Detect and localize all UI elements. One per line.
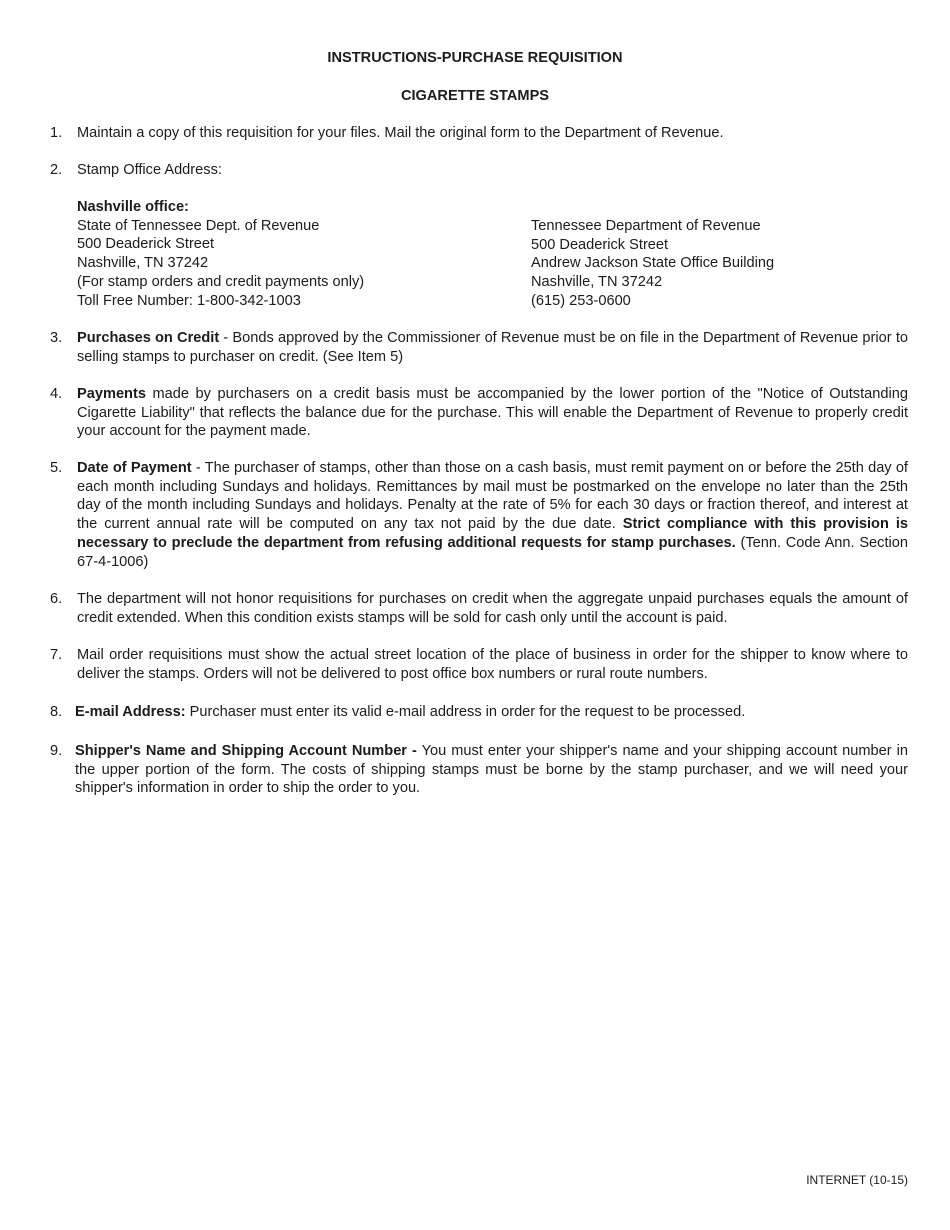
item-text: Mail order requisitions must show the actual street location of the place of business in order for the shipper to know where to deliver the stamps. Orders will not be delivered to post office box numbers or rural route numbers. [77,647,908,682]
address-line: State of Tennessee Dept. of Revenue [77,217,320,234]
address-right [531,217,774,311]
address-line: 500 Deaderick Street [77,236,215,253]
item-body: - Bonds approved by the Commissioner of Revenue must be on file in the Department of Revenue prior to selling stamps to purchaser on credit. (See Item 5) [77,330,908,365]
page-subtitle: CIGARETTE STAMPS [400,88,550,104]
item-number: 9. [50,743,63,759]
item-text [77,329,908,366]
item-number: 8. [50,704,63,720]
item-lead: Shipper's Name and Shipping Account Number - [75,743,417,759]
item-text: The department will not honor requisitions for purchases on credit when the aggregate unpaid purchases equals the amount of credit extended. When this condition exists stamps will be sold for cash only until the account is paid. [77,591,908,626]
item-lead: E-mail Address: [75,704,186,720]
item-emphasis: Strict compliance with this provision is necessary to preclude the department from refusing additional requests for stamp purchases. [77,516,908,551]
item-number: 2. [50,162,63,178]
item-body: Purchaser must enter its valid e-mail address in order for the request to be processed. [185,704,746,720]
item-number: 3. [50,330,63,346]
address-line: (For stamp orders and credit payments only) [77,273,365,290]
item-text [75,703,908,722]
item-lead: Payments [77,386,146,402]
item-text: Maintain a copy of this requisition for your files. Mail the original form to the Department of Revenue. [77,125,724,141]
address-line: (615) 253-0600 [531,292,631,309]
address-left [77,198,364,310]
form-revision-footer: INTERNET (10-15) [806,1173,908,1187]
item-number: 6. [50,591,63,607]
item-text [77,459,908,571]
item-number: 4. [50,386,63,402]
item-body: made by purchasers on a credit basis must be accompanied by the lower portion of the "Notice of Outstanding Cigarette Liability" that reflects the balance due for the purchase. This will enable the Department of Revenue to properly credit your account for the payment made. [77,386,908,440]
item-lead: Purchases on Credit [77,330,220,346]
item-lead: Date of Payment [77,460,192,476]
item-body: You must enter your shipper's name and your shipping account number in the upper portion of the form. The costs of shipping stamps must be borne by the stamp purchaser, and we will need your shipper's information in order to ship the order to you. [75,743,908,797]
address-line: Nashville, TN 37242 [77,255,209,272]
item-text [77,385,908,441]
item-body: - The purchaser of stamps, other than those on a cash basis, must remit payment on or before the 25th day of each month including Sundays and holidays. Remittances by mail must be postmarked on the envelope no later than the 25th day of the month including Sundays and holidays. Penalty at the rate of 5% for each 30 days or fraction thereof, and interest at the current annual rate will be computed on any tax not paid by the due date. [77,460,908,533]
item-number: 1. [50,125,63,141]
address-line: Toll Free Number: 1-800-342-1003 [77,292,301,309]
address-line: 500 Deaderick Street [531,236,669,253]
item-text: Stamp Office Address: [77,162,222,178]
item-number: 5. [50,460,63,476]
item-text [75,742,908,798]
address-heading: Nashville office: [77,199,189,215]
item-tail: (Tenn. Code Ann. Section 67-4-1006) [77,534,909,570]
item-number: 7. [50,647,63,663]
page-title: INSTRUCTIONS-PURCHASE REQUISITION [327,50,623,66]
address-line: Tennessee Department of Revenue [531,218,761,234]
address-line: Andrew Jackson State Office Building [531,255,775,272]
address-line: Nashville, TN 37242 [531,274,663,291]
